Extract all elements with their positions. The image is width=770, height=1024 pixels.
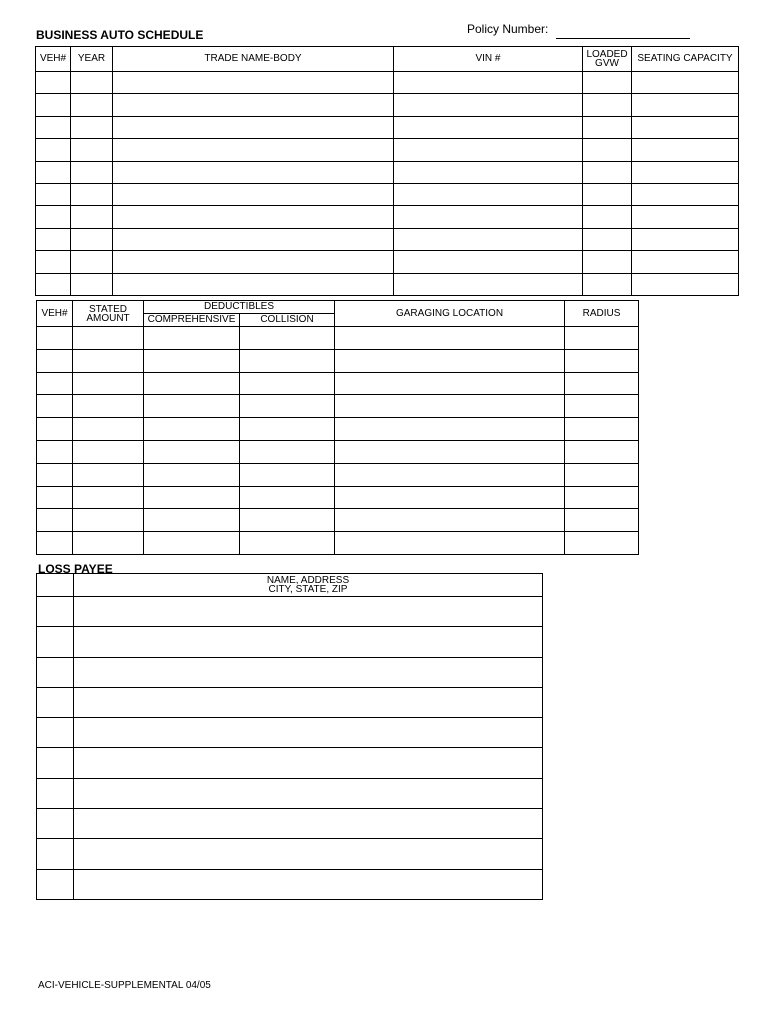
vehicle-cell[interactable] bbox=[583, 228, 632, 250]
gvw-label: GVW bbox=[595, 58, 619, 69]
deductible-cell[interactable] bbox=[240, 440, 335, 463]
payee-cell[interactable] bbox=[74, 869, 543, 899]
deductible-cell[interactable] bbox=[73, 372, 144, 395]
vehicle-rows bbox=[36, 72, 739, 296]
deductible-cell[interactable] bbox=[335, 327, 565, 350]
deductible-cell[interactable] bbox=[335, 463, 565, 486]
vehicle-cell[interactable] bbox=[394, 116, 583, 138]
vehicle-cell[interactable] bbox=[36, 116, 71, 138]
col-header-year: YEAR bbox=[71, 47, 113, 72]
payee-cell[interactable] bbox=[37, 778, 74, 808]
deductible-cell[interactable] bbox=[565, 395, 639, 418]
deductible-cell[interactable] bbox=[335, 372, 565, 395]
loss-payee-rows bbox=[37, 597, 543, 900]
policy-number-field[interactable] bbox=[556, 38, 690, 39]
deductible-cell[interactable] bbox=[335, 509, 565, 532]
payee-cell[interactable] bbox=[74, 718, 543, 748]
form-id-footer: ACI-VEHICLE-SUPPLEMENTAL 04/05 bbox=[38, 980, 211, 991]
table-row bbox=[37, 327, 639, 350]
amount-label: AMOUNT bbox=[86, 312, 130, 324]
deductible-cell[interactable] bbox=[37, 349, 73, 372]
table-row bbox=[37, 349, 639, 372]
deductible-cell[interactable] bbox=[240, 349, 335, 372]
vehicle-cell[interactable] bbox=[632, 251, 739, 273]
table-row bbox=[37, 687, 543, 717]
table-row bbox=[37, 718, 543, 748]
table-row bbox=[36, 206, 739, 228]
vehicle-cell[interactable] bbox=[113, 139, 394, 161]
table-row bbox=[37, 395, 639, 418]
vehicle-cell[interactable] bbox=[113, 72, 394, 94]
vehicle-cell[interactable] bbox=[71, 94, 113, 116]
deductible-cell[interactable] bbox=[73, 349, 144, 372]
vehicle-cell[interactable] bbox=[36, 94, 71, 116]
deductible-cell[interactable] bbox=[144, 486, 240, 509]
vehicle-cell[interactable] bbox=[583, 251, 632, 273]
col-header-payee-number bbox=[37, 574, 74, 597]
col-header-comprehensive: COMPREHENSIVE bbox=[144, 314, 240, 327]
col-header-collision: COLLISION bbox=[240, 314, 335, 327]
vehicle-cell[interactable] bbox=[632, 206, 739, 228]
deductible-cell[interactable] bbox=[73, 395, 144, 418]
vehicle-cell[interactable] bbox=[632, 94, 739, 116]
vehicle-cell[interactable] bbox=[394, 139, 583, 161]
col-header-deductibles: DEDUCTIBLES bbox=[144, 301, 335, 314]
deductible-cell[interactable] bbox=[565, 486, 639, 509]
vehicle-cell[interactable] bbox=[36, 206, 71, 228]
vehicle-cell[interactable] bbox=[583, 206, 632, 228]
vehicle-cell[interactable] bbox=[71, 139, 113, 161]
vehicle-cell[interactable] bbox=[583, 116, 632, 138]
table-row bbox=[37, 486, 639, 509]
vehicle-cell[interactable] bbox=[71, 206, 113, 228]
vehicle-cell[interactable] bbox=[71, 72, 113, 94]
vehicle-cell[interactable] bbox=[71, 183, 113, 205]
deductible-cell[interactable] bbox=[335, 395, 565, 418]
table-row bbox=[37, 372, 639, 395]
deductible-cell[interactable] bbox=[335, 440, 565, 463]
payee-cell[interactable] bbox=[74, 839, 543, 869]
payee-cell[interactable] bbox=[74, 597, 543, 627]
vehicle-cell[interactable] bbox=[632, 183, 739, 205]
table-row bbox=[36, 161, 739, 183]
vehicle-cell[interactable] bbox=[583, 183, 632, 205]
payee-cell[interactable] bbox=[37, 869, 74, 899]
deductible-cell[interactable] bbox=[37, 395, 73, 418]
payee-cell[interactable] bbox=[37, 839, 74, 869]
vehicle-cell[interactable] bbox=[113, 273, 394, 295]
vehicle-cell[interactable] bbox=[394, 72, 583, 94]
deductible-cell[interactable] bbox=[37, 418, 73, 441]
vehicle-cell[interactable] bbox=[583, 94, 632, 116]
vehicle-cell[interactable] bbox=[394, 273, 583, 295]
vehicle-cell[interactable] bbox=[71, 161, 113, 183]
deductible-cell[interactable] bbox=[335, 486, 565, 509]
vehicle-cell[interactable] bbox=[632, 72, 739, 94]
deductible-cell[interactable] bbox=[73, 486, 144, 509]
deductible-cell[interactable] bbox=[565, 509, 639, 532]
vehicle-cell[interactable] bbox=[113, 161, 394, 183]
deductible-cell[interactable] bbox=[144, 327, 240, 350]
payee-cell[interactable] bbox=[37, 687, 74, 717]
payee-cell[interactable] bbox=[74, 687, 543, 717]
deductibles-table bbox=[36, 300, 639, 555]
table-row bbox=[37, 809, 543, 839]
deductible-cell[interactable] bbox=[240, 509, 335, 532]
deductible-cell[interactable] bbox=[565, 532, 639, 555]
payee-cell[interactable] bbox=[74, 748, 543, 778]
col-header-garaging-location: GARAGING LOCATION bbox=[335, 301, 565, 327]
payee-cell[interactable] bbox=[37, 597, 74, 627]
vehicle-cell[interactable] bbox=[394, 251, 583, 273]
vehicle-cell[interactable] bbox=[632, 273, 739, 295]
payee-cell[interactable] bbox=[74, 809, 543, 839]
vehicle-cell[interactable] bbox=[113, 206, 394, 228]
deductible-cell[interactable] bbox=[144, 349, 240, 372]
deductible-cell[interactable] bbox=[565, 372, 639, 395]
deductible-cell[interactable] bbox=[144, 509, 240, 532]
vehicle-cell[interactable] bbox=[36, 139, 71, 161]
vehicle-cell[interactable] bbox=[632, 139, 739, 161]
col-header-seating-capacity: SEATING CAPACITY bbox=[632, 47, 739, 72]
vehicle-cell[interactable] bbox=[113, 228, 394, 250]
deductible-cell[interactable] bbox=[565, 418, 639, 441]
table-row bbox=[37, 440, 639, 463]
vehicle-cell[interactable] bbox=[71, 273, 113, 295]
vehicle-cell[interactable] bbox=[583, 273, 632, 295]
deductible-cell[interactable] bbox=[240, 486, 335, 509]
vehicle-cell[interactable] bbox=[36, 183, 71, 205]
col-header-vin: VIN # bbox=[394, 47, 583, 72]
vehicle-cell[interactable] bbox=[36, 228, 71, 250]
vehicle-cell[interactable] bbox=[394, 228, 583, 250]
deductible-cell[interactable] bbox=[37, 486, 73, 509]
table-row bbox=[37, 869, 543, 899]
vehicle-cell[interactable] bbox=[394, 206, 583, 228]
col-header-loaded-gvw bbox=[583, 47, 632, 72]
table-row bbox=[36, 228, 739, 250]
deductible-cell[interactable] bbox=[335, 532, 565, 555]
vehicle-cell[interactable] bbox=[71, 251, 113, 273]
table-row bbox=[36, 183, 739, 205]
col-header-veh: VEH# bbox=[37, 301, 73, 327]
payee-cell[interactable] bbox=[37, 809, 74, 839]
payee-cell[interactable] bbox=[74, 778, 543, 808]
vehicle-cell[interactable] bbox=[632, 228, 739, 250]
vehicle-cell[interactable] bbox=[71, 116, 113, 138]
form-title: BUSINESS AUTO SCHEDULE bbox=[36, 28, 204, 42]
vehicle-cell[interactable] bbox=[632, 161, 739, 183]
deductible-cell[interactable] bbox=[73, 532, 144, 555]
table-row bbox=[36, 94, 739, 116]
table-row bbox=[37, 509, 639, 532]
vehicle-cell[interactable] bbox=[583, 72, 632, 94]
deductible-cell[interactable] bbox=[240, 463, 335, 486]
table-row bbox=[36, 72, 739, 94]
vehicle-cell[interactable] bbox=[113, 116, 394, 138]
deductible-cell[interactable] bbox=[144, 418, 240, 441]
table-row bbox=[36, 251, 739, 273]
col-header-trade-name-body: TRADE NAME-BODY bbox=[113, 47, 394, 72]
vehicle-cell[interactable] bbox=[36, 161, 71, 183]
deductible-cell[interactable] bbox=[73, 509, 144, 532]
deductible-cell[interactable] bbox=[335, 349, 565, 372]
payee-cell[interactable] bbox=[37, 718, 74, 748]
deductible-rows bbox=[37, 327, 639, 555]
col-header-stated-amount bbox=[73, 301, 144, 327]
deductible-cell[interactable] bbox=[73, 327, 144, 350]
deductible-cell[interactable] bbox=[335, 418, 565, 441]
deductible-cell[interactable] bbox=[565, 463, 639, 486]
vehicle-cell[interactable] bbox=[583, 139, 632, 161]
vehicle-cell[interactable] bbox=[36, 72, 71, 94]
table-row bbox=[37, 778, 543, 808]
table-row bbox=[37, 418, 639, 441]
loss-payee-table bbox=[36, 573, 543, 900]
deductible-cell[interactable] bbox=[240, 532, 335, 555]
col-header-veh: VEH# bbox=[36, 47, 71, 72]
deductible-cell[interactable] bbox=[565, 349, 639, 372]
stated-label: STATED bbox=[89, 303, 127, 315]
deductible-cell[interactable] bbox=[144, 532, 240, 555]
deductible-cell[interactable] bbox=[144, 395, 240, 418]
vehicle-cell[interactable] bbox=[71, 228, 113, 250]
deductible-cell[interactable] bbox=[144, 440, 240, 463]
vehicle-cell[interactable] bbox=[113, 251, 394, 273]
payee-cell[interactable] bbox=[37, 627, 74, 657]
vehicle-cell[interactable] bbox=[36, 251, 71, 273]
deductible-cell[interactable] bbox=[240, 418, 335, 441]
col-header-radius: RADIUS bbox=[565, 301, 639, 327]
deductible-cell[interactable] bbox=[73, 463, 144, 486]
city-state-zip-label: CITY, STATE, ZIP bbox=[268, 584, 348, 595]
name-address-label: NAME, ADDRESS bbox=[266, 575, 350, 586]
vehicle-cell[interactable] bbox=[113, 183, 394, 205]
vehicle-cell[interactable] bbox=[36, 273, 71, 295]
table-row bbox=[37, 463, 639, 486]
deductible-cell[interactable] bbox=[37, 509, 73, 532]
table-row bbox=[37, 748, 543, 778]
table-row bbox=[36, 273, 739, 295]
deductible-cell[interactable] bbox=[37, 463, 73, 486]
deductible-cell[interactable] bbox=[73, 418, 144, 441]
loss-payee-title: LOSS PAYEE bbox=[38, 562, 113, 576]
payee-cell[interactable] bbox=[74, 657, 543, 687]
vehicle-cell[interactable] bbox=[394, 183, 583, 205]
table-row bbox=[37, 657, 543, 687]
table-row bbox=[37, 597, 543, 627]
vehicle-cell[interactable] bbox=[394, 161, 583, 183]
deductible-cell[interactable] bbox=[37, 532, 73, 555]
deductible-cell[interactable] bbox=[240, 395, 335, 418]
col-header-name-address bbox=[74, 574, 543, 597]
vehicle-cell[interactable] bbox=[632, 116, 739, 138]
table-row bbox=[37, 627, 543, 657]
vehicle-schedule-table bbox=[35, 46, 739, 296]
payee-cell[interactable] bbox=[37, 748, 74, 778]
deductible-cell[interactable] bbox=[565, 327, 639, 350]
deductible-cell[interactable] bbox=[240, 372, 335, 395]
vehicle-cell[interactable] bbox=[583, 161, 632, 183]
table-row bbox=[36, 139, 739, 161]
vehicle-cell[interactable] bbox=[113, 94, 394, 116]
vehicle-cell[interactable] bbox=[394, 94, 583, 116]
deductible-cell[interactable] bbox=[240, 327, 335, 350]
table-row bbox=[37, 839, 543, 869]
deductible-cell[interactable] bbox=[144, 463, 240, 486]
table-row bbox=[36, 116, 739, 138]
deductible-cell[interactable] bbox=[565, 440, 639, 463]
deductible-cell[interactable] bbox=[37, 372, 73, 395]
table-row bbox=[37, 532, 639, 555]
payee-cell[interactable] bbox=[74, 627, 543, 657]
deductible-cell[interactable] bbox=[144, 372, 240, 395]
loaded-label: LOADED bbox=[586, 49, 628, 60]
deductible-cell[interactable] bbox=[37, 327, 73, 350]
deductible-cell[interactable] bbox=[73, 440, 144, 463]
payee-cell[interactable] bbox=[37, 657, 74, 687]
policy-number-label: Policy Number: bbox=[467, 22, 549, 36]
deductible-cell[interactable] bbox=[37, 440, 73, 463]
